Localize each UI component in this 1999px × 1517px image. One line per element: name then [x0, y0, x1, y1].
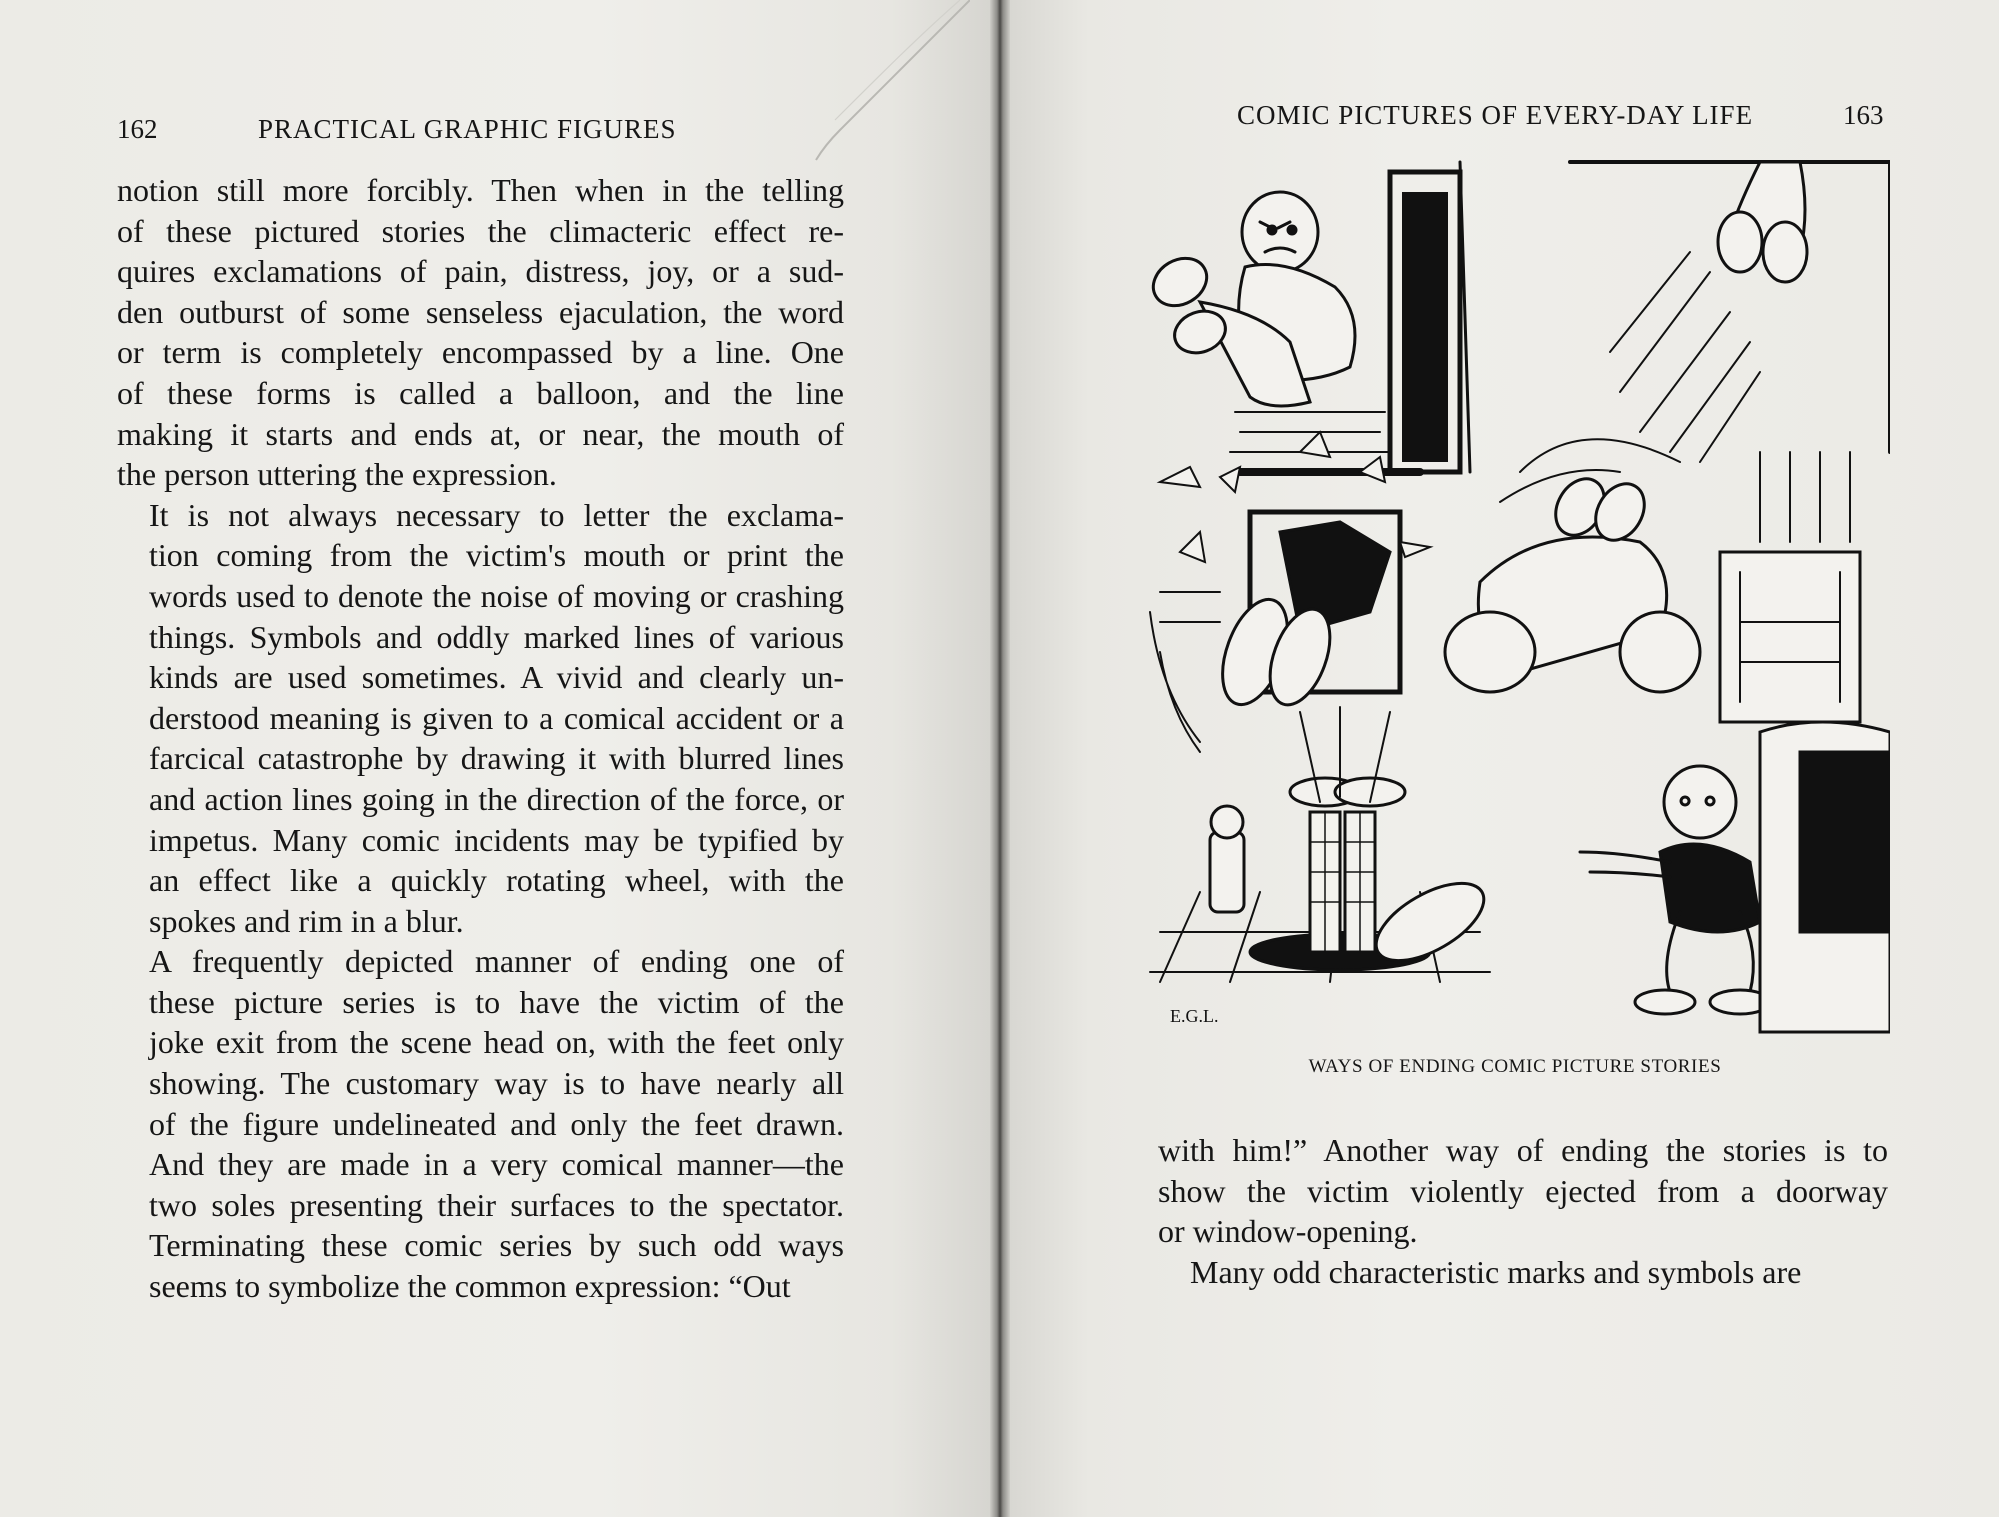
running-head-right: COMIC PICTURES OF EVERY-DAY LIFE [1237, 100, 1754, 130]
text-line: farcical catastrophe by drawing it with blurred lines [149, 740, 844, 777]
text-line: derstood meaning is given to a comical accident or a [149, 699, 844, 736]
text-line: And they are made in a very comical manner—the [149, 1146, 844, 1183]
text-line: seems to symbolize the common expression: “Out [149, 1268, 791, 1305]
figure-signature: E.G.L. [1170, 1006, 1219, 1026]
paragraph [1158, 1130, 1888, 1252]
paragraph [117, 170, 844, 495]
text-line: two soles presenting their surfaces to the spectator. [149, 1186, 844, 1223]
text-line: spokes and rim in a blur. [149, 902, 464, 939]
text-line: den outburst of some senseless ejaculation, the word [117, 293, 844, 330]
panel-falling-feet [1570, 162, 1890, 462]
paragraph [117, 941, 844, 1306]
panel-manhole [1150, 707, 1496, 982]
panel-window-crash [1150, 432, 1430, 752]
text-line: of these pictured stories the climacteric effect re- [117, 212, 844, 249]
text-line: showing. The customary way is to have nearly all [149, 1065, 844, 1102]
text-line: making it starts and ends at, or near, the mouth of [117, 415, 844, 452]
panel-doorway-ejection [1145, 162, 1470, 472]
text-line: with him!” Another way of ending the stories is to [1158, 1132, 1888, 1168]
text-line: an effect like a quickly rotating wheel, with the [149, 862, 844, 899]
text-line: or window-opening. [1158, 1213, 1418, 1250]
text-line: words used to denote the noise of moving or crashing [149, 577, 844, 614]
text-line: these picture series is to have the victim of the [149, 983, 844, 1020]
text-line: quires exclamations of pain, distress, joy, or a sud- [117, 253, 844, 290]
text-line: Terminating these comic series by such odd ways [149, 1227, 844, 1264]
comic-illustration [1140, 152, 1890, 1052]
text-line: things. Symbols and oddly marked lines of various [149, 618, 844, 655]
left-page-body [117, 170, 844, 1307]
text-line: It is not always necessary to letter the exclama- [149, 496, 844, 533]
text-line: A frequently depicted manner of ending one of [149, 943, 844, 980]
figure-caption: WAYS OF ENDING COMIC PICTURE STORIES [1308, 1056, 1722, 1077]
text-line: tion coming from the victim's mouth or print the [149, 537, 844, 574]
running-head-left: PRACTICAL GRAPHIC FIGURES [258, 114, 677, 144]
right-page-body [1158, 1130, 1888, 1292]
text-line: or term is completely encompassed by a line. One [117, 334, 844, 371]
page-number-left: 162 [117, 114, 158, 144]
panel-couch-landing [1445, 439, 1860, 722]
text-line: kinds are used sometimes. A vivid and clearly un- [149, 659, 844, 696]
book-gutter [990, 0, 1010, 1517]
text-line: the person uttering the expression. [117, 456, 557, 493]
text-line: of these forms is called a balloon, and the line [117, 374, 844, 411]
paragraph [117, 495, 844, 942]
paragraph [1158, 1252, 1888, 1293]
text-line: joke exit from the scene head on, with the feet only [149, 1024, 844, 1061]
page-number-right: 163 [1843, 100, 1884, 130]
text-line: show the victim violently ejected from a doorway [1158, 1172, 1888, 1209]
text-line: Many odd characteristic marks and symbols are [1190, 1253, 1802, 1290]
panel-man-reaching [1580, 722, 1890, 1032]
text-line: notion still more forcibly. Then when in the telling [117, 172, 844, 208]
text-line: of the figure undelineated and only the feet drawn. [149, 1105, 844, 1142]
text-line: impetus. Many comic incidents may be typified by [149, 821, 844, 858]
text-line: and action lines going in the direction of the force, or [149, 780, 844, 817]
